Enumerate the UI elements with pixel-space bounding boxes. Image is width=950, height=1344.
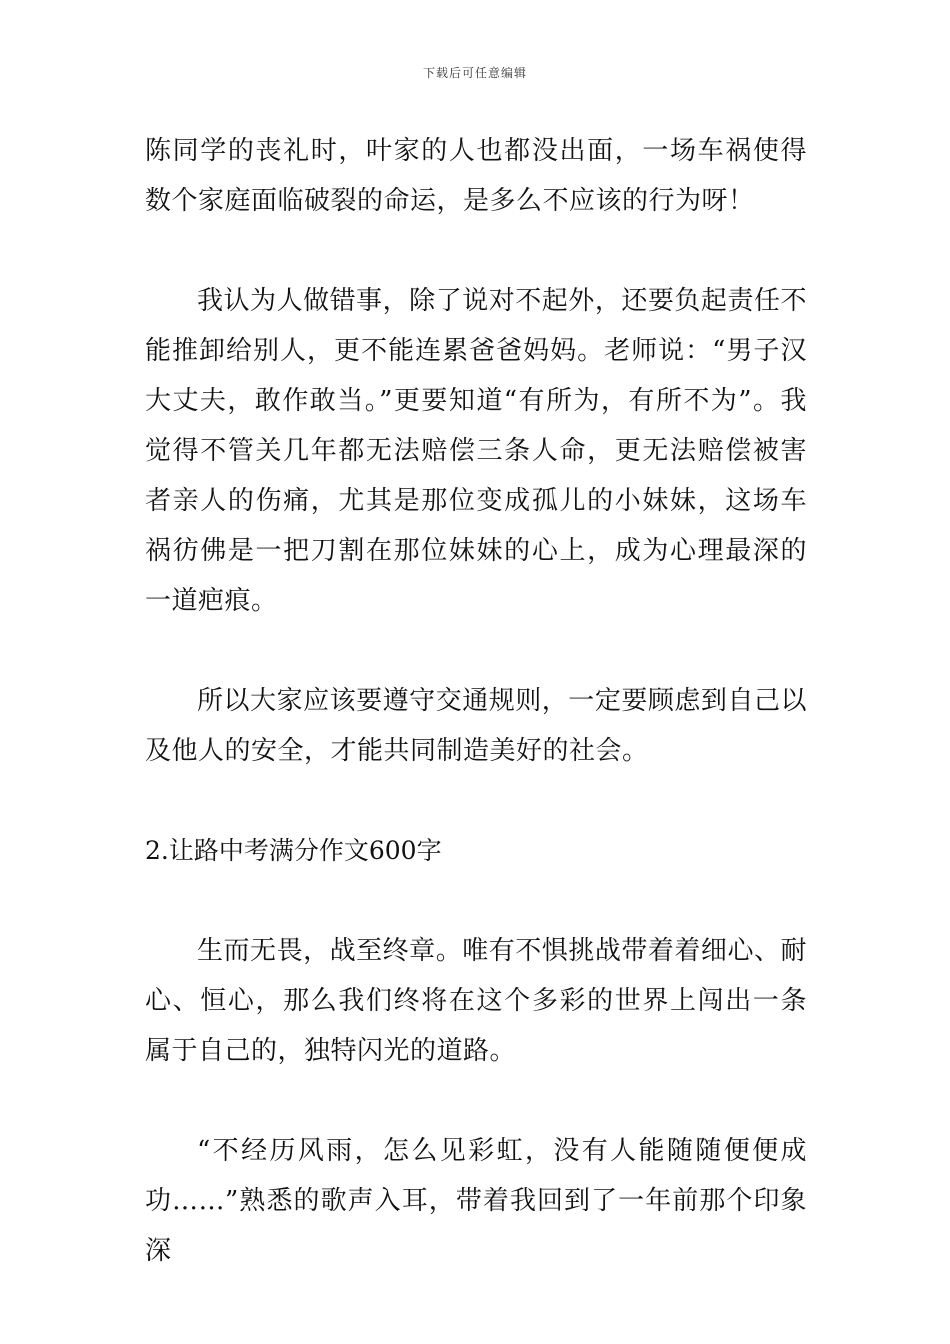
paragraph-gap (145, 776, 807, 826)
document-body (145, 126, 807, 1276)
paragraph-5: “不经历风雨，怎么见彩虹，没有人能随随便便成功……”熟悉的歌声入耳，带着我回到了一年前那个印象深 (145, 1136, 807, 1266)
paragraph-gap (145, 1076, 807, 1126)
paragraph-3: 所以大家应该要遵守交通规则，一定要顾虑到自己以及他人的安全，才能共同制造美好的社会。 (145, 686, 807, 766)
paragraph-gap (145, 226, 807, 276)
paragraph-4: 生而无畏，战至终章。唯有不惧挑战带着着细心、耐心、恒心，那么我们终将在这个多彩的世界上闯出一条属于自己的，独特闪光的道路。 (145, 936, 807, 1066)
paragraph-2: 我认为人做错事，除了说对不起外，还要负起责任不能推卸给别人，更不能连累爸爸妈妈。老师说：“男子汉大丈夫，敢作敢当。”更要知道“有所为，有所不为”。我觉得不管关几年都无法赔偿三条人命，更无法赔偿被害者亲人的伤痛，尤其是那位变成孤儿的小妹妹，这场车祸彷佛是一把刀割在那位妹妹的心上，成为心理最深的一道疤痕。 (145, 286, 807, 616)
section-heading-2: 2.让路中考满分作文600字 (145, 836, 442, 865)
paragraph-gap (145, 876, 807, 926)
header-note: 下载后可任意编辑 (422, 66, 527, 80)
paragraph-1: 陈同学的丧礼时，叶家的人也都没出面，一场车祸使得数个家庭面临破裂的命运，是多么不应该的行为呀！ (145, 136, 807, 216)
paragraph-gap (145, 626, 807, 676)
